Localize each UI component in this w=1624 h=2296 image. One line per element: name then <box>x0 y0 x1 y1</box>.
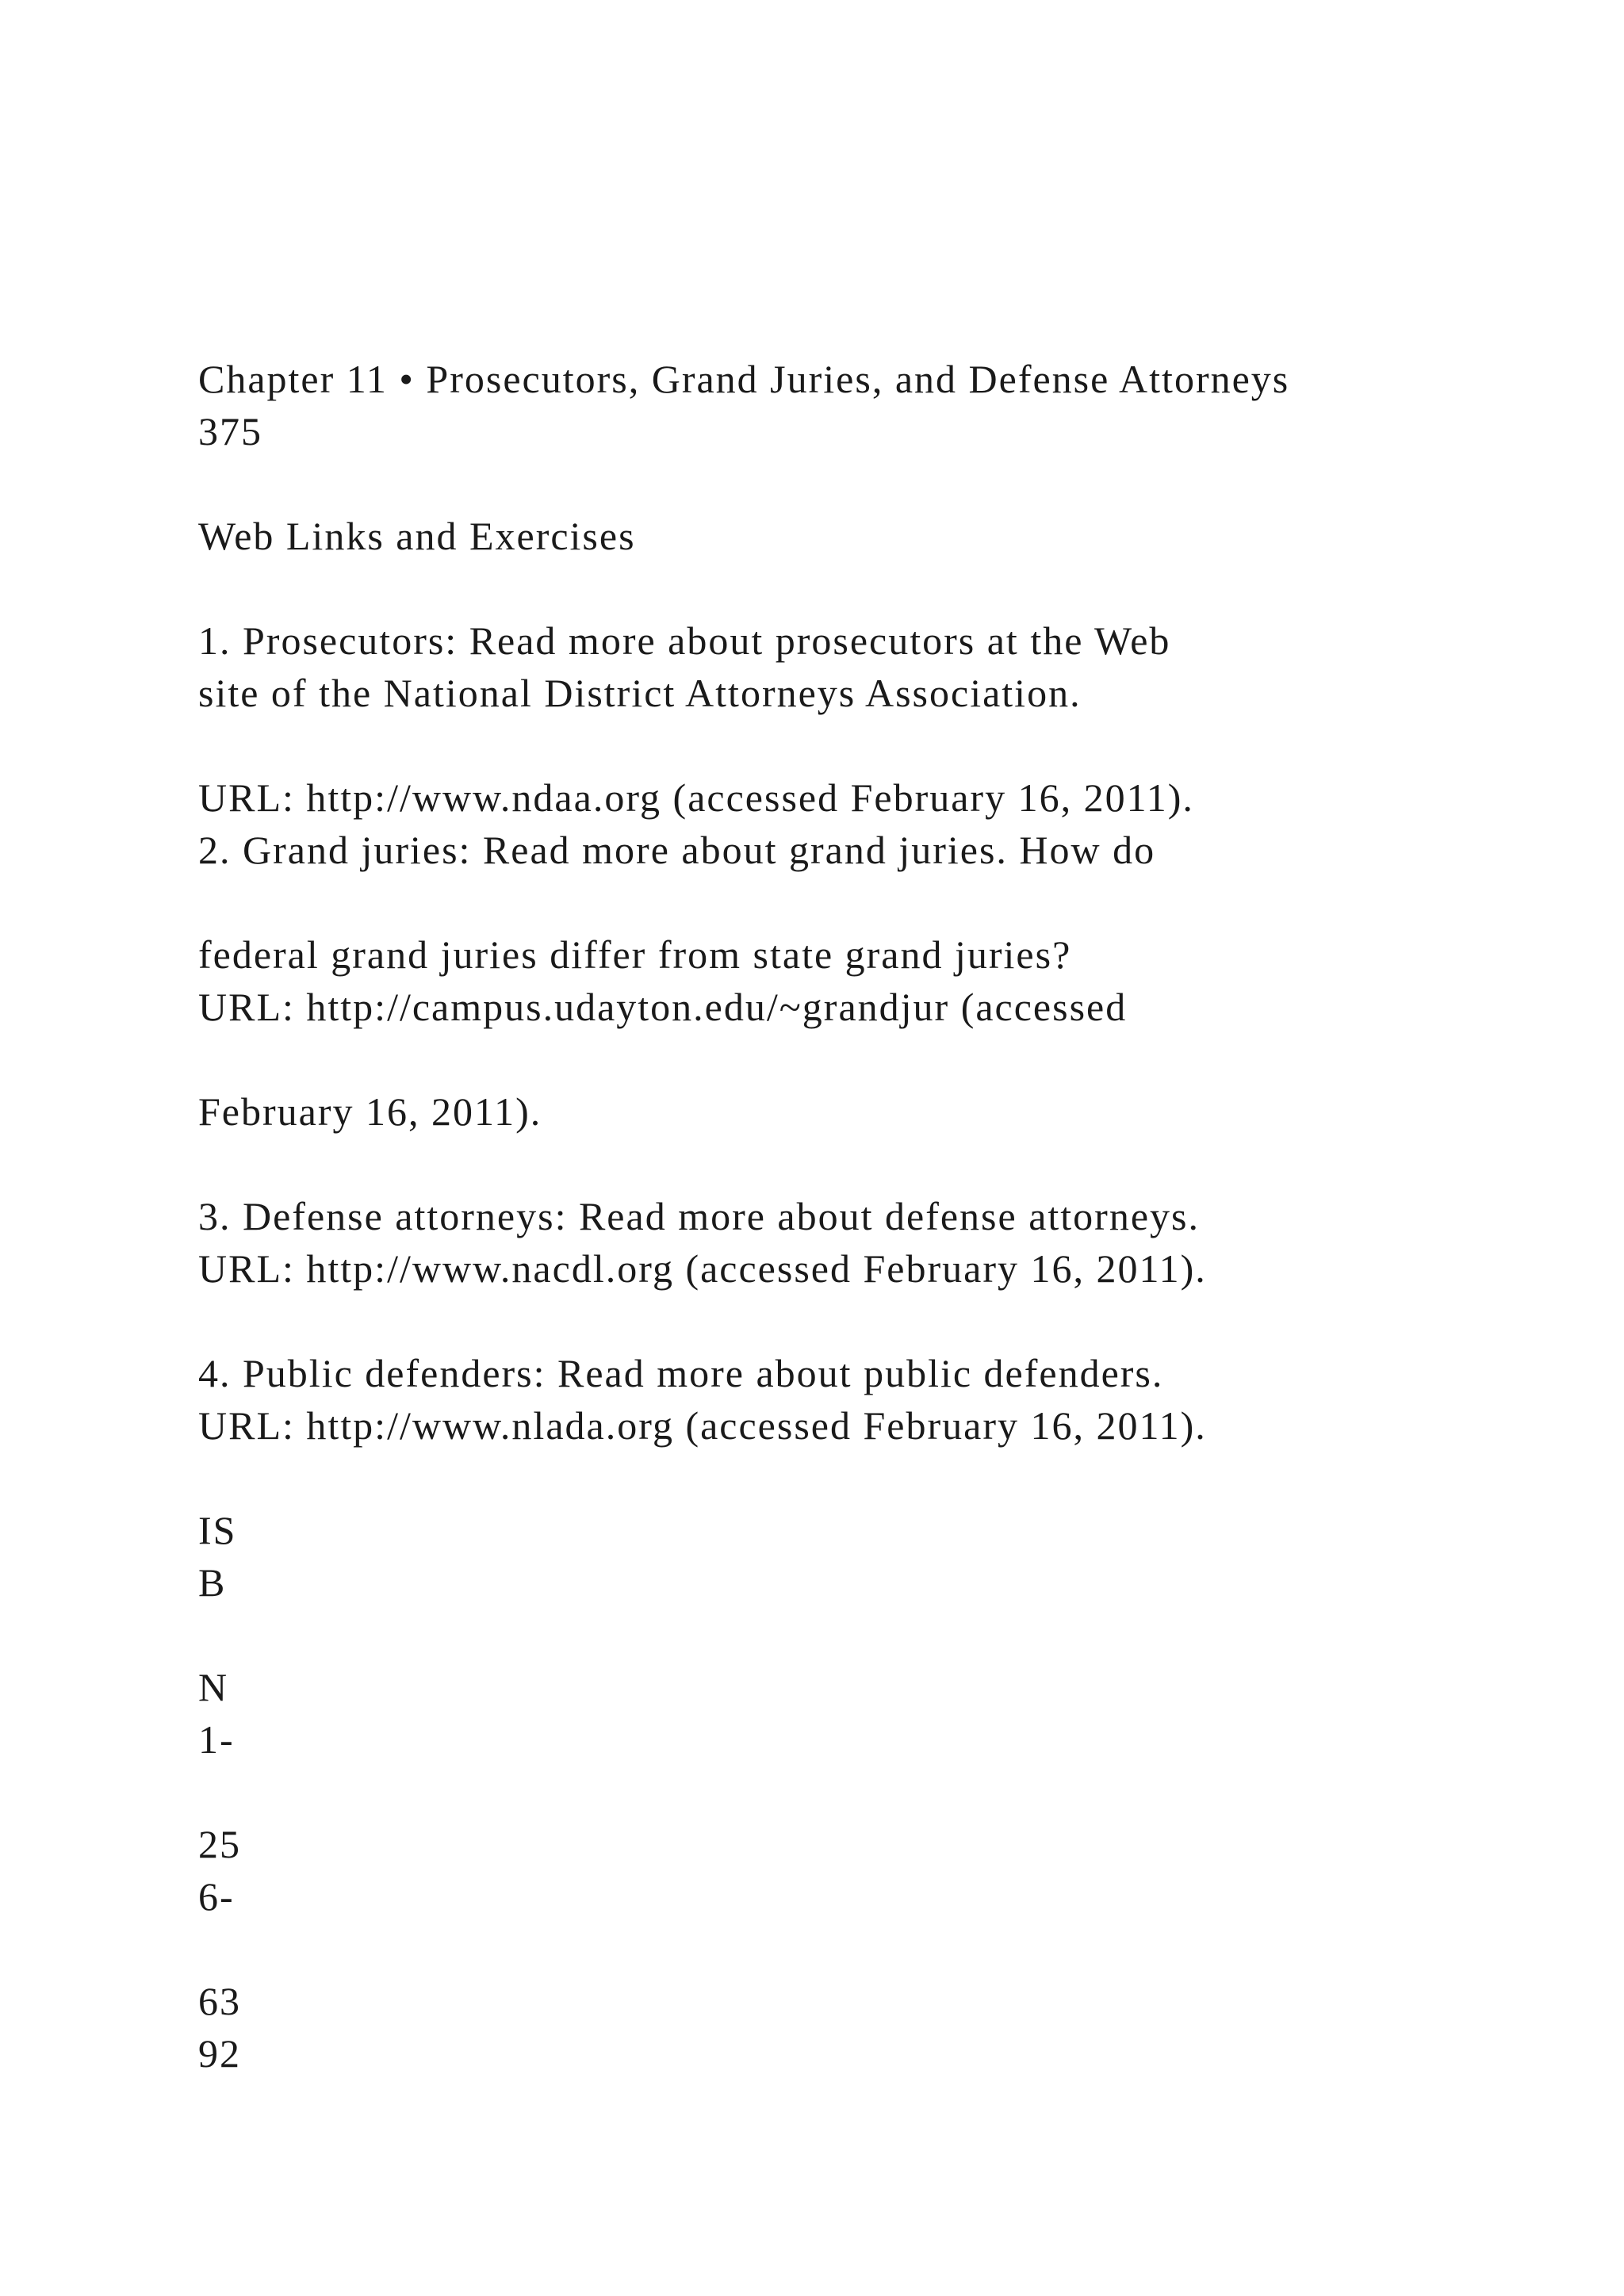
spacer <box>198 719 1610 771</box>
page-number: 375 <box>198 409 262 453</box>
isbn-fragment: IS <box>198 1508 237 1552</box>
exercise-2-url: URL: http://campus.udayton.edu/~grandjur (accessed <box>198 985 1128 1029</box>
isbn-fragment: 1- <box>198 1717 235 1762</box>
spacer <box>198 1766 1610 1818</box>
chapter-title: Chapter 11 • Prosecutors, Grand Juries, and Defense Attorneys <box>198 357 1290 401</box>
spacer <box>198 1923 1610 1975</box>
spacer <box>198 457 1610 510</box>
exercise-2-line-2: federal grand juries differ from state grand juries? <box>198 932 1072 977</box>
exercise-1-line-2: site of the National District Attorneys Association. <box>198 671 1082 715</box>
exercise-1-line-1: 1. Prosecutors: Read more about prosecutors at the Web <box>198 618 1171 663</box>
section-title: Web Links and Exercises <box>198 514 636 558</box>
text-column <box>198 353 1610 2080</box>
exercise-2-line-1: 2. Grand juries: Read more about grand juries. How do <box>198 828 1156 872</box>
isbn-fragment: 6- <box>198 1874 235 1919</box>
exercise-3-url: URL: http://www.nacdl.org (accessed February 16, 2011). <box>198 1246 1207 1291</box>
isbn-fragment: B <box>198 1560 227 1605</box>
spacer <box>198 1609 1610 1661</box>
isbn-fragment: 63 <box>198 1979 241 2023</box>
exercise-4-url: URL: http://www.nlada.org (accessed February 16, 2011). <box>198 1403 1207 1448</box>
exercise-2-url-cont: February 16, 2011). <box>198 1089 542 1134</box>
spacer <box>198 562 1610 614</box>
exercise-3-line-1: 3. Defense attorneys: Read more about defense attorneys. <box>198 1194 1200 1238</box>
isbn-fragment: 92 <box>198 2031 241 2076</box>
isbn-fragment: 25 <box>198 1822 241 1866</box>
spacer <box>198 1295 1610 1347</box>
spacer <box>198 876 1610 928</box>
spacer <box>198 1138 1610 1190</box>
spacer <box>198 1033 1610 1085</box>
spacer <box>198 1452 1610 1504</box>
exercise-4-line-1: 4. Public defenders: Read more about public defenders. <box>198 1351 1164 1395</box>
exercise-1-url: URL: http://www.ndaa.org (accessed February 16, 2011). <box>198 775 1194 820</box>
isbn-fragment: N <box>198 1665 229 1709</box>
